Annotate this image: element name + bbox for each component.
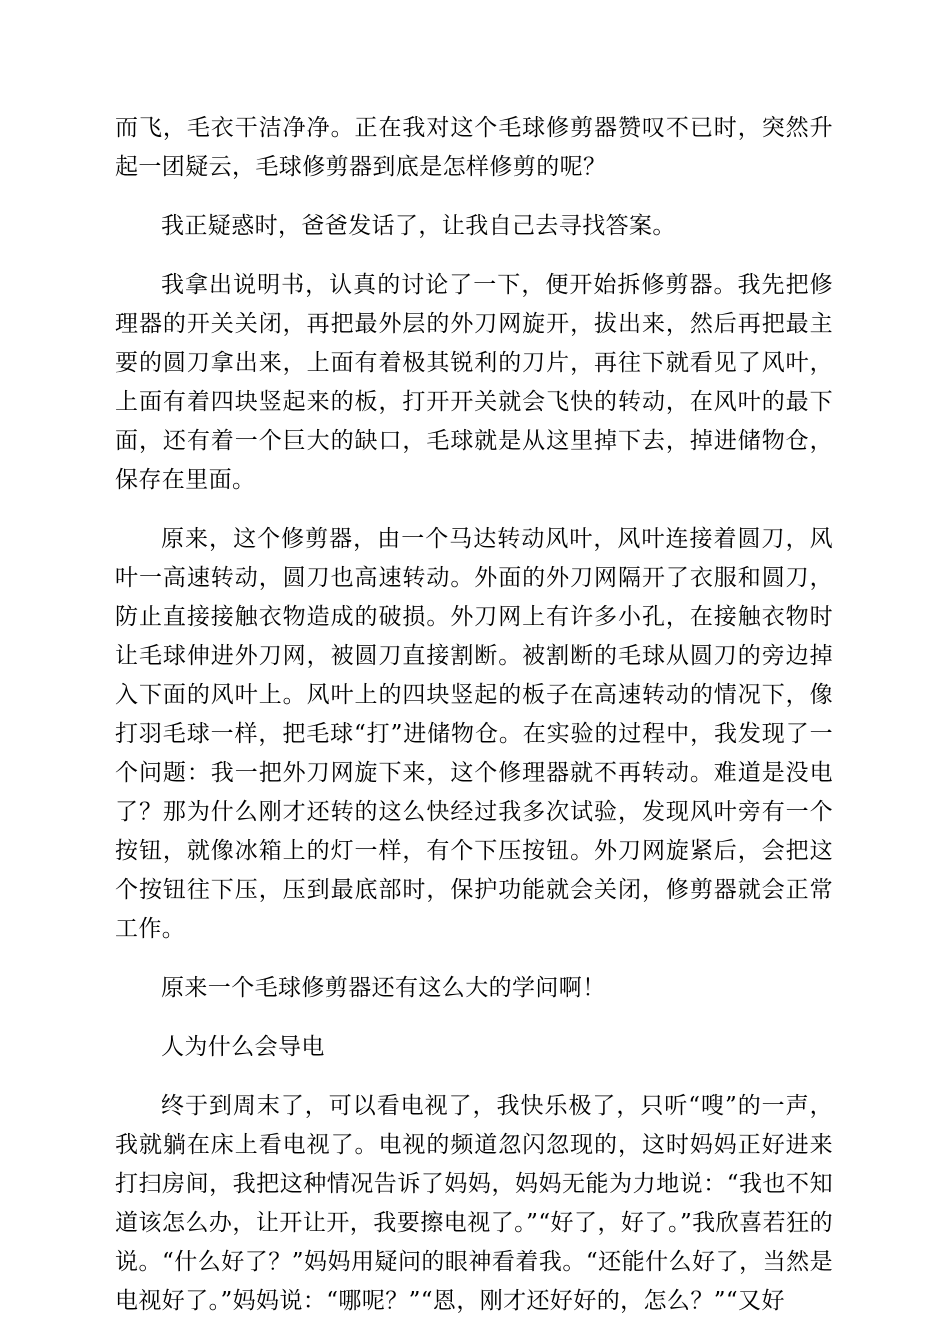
- paragraph-continuation: 而飞，毛衣干洁净净。正在我对这个毛球修剪器赞叹不已时，突然升起一团疑云，毛球修剪器到底是怎样修剪的呢？: [115, 115, 833, 180]
- section-heading: 人为什么会导电: [161, 1034, 325, 1060]
- paragraph: 原来，这个修剪器，由一个马达转动风叶，风叶连接着圆刀，风叶一高速转动，圆刀也高速转动。外面的外刀网隔开了衣服和圆刀，防止直接接触衣物造成的破损。外刀网上有许多小孔，在接触衣物时让毛球伸进外刀网，被圆刀直接割断。被割断的毛球从圆刀的旁边掉入下面的风叶上。风叶上的四块竖起的板子在高速转动的情况下，像打羽毛球一样，把毛球“打”进储物仓。在实验的过程中，我发现了一个问题：我一把外刀网旋下来，这个修理器就不再转动。难道是没电了？那为什么刚才还转的这么快经过我多次试验，发现风叶旁有一个按钮，就像冰箱上的灯一样，有个下压按钮。外刀网旋紧后，会把这个按钮往下压，压到最底部时，保护功能就会关闭，修剪器就会正常工作。: [115, 526, 833, 942]
- paragraph: 我拿出说明书，认真的讨论了一下，便开始拆修剪器。我先把修理器的开关关闭，再把最外层的外刀网旋开，拔出来，然后再把最主要的圆刀拿出来，上面有着极其锐利的刀片，再往下就看见了风叶，上面有着四块竖起来的板，打开开关就会飞快的转动，在风叶的最下面，还有着一个巨大的缺口，毛球就是从这里掉下去，掉进储物仓，保存在里面。: [115, 272, 833, 493]
- paragraph: 我正疑惑时，爸爸发话了，让我自己去寻找答案。: [161, 213, 676, 239]
- paragraph: 原来一个毛球修剪器还有这么大的学问啊！: [161, 975, 606, 1001]
- paragraph: 终于到周末了，可以看电视了，我快乐极了，只听“嗖”的一声，我就躺在床上看电视了。电视的频道忽闪忽现的，这时妈妈正好进来打扫房间，我把这种情况告诉了妈妈，妈妈无能为力地说：“我也不知道该怎么办，让开让开，我要擦电视了。”“好了，好了。”我欣喜若狂的说。“什么好了？”妈妈用疑问的眼神看着我。“还能什么好了，当然是电视好了。”妈妈说：“哪呢？”“恩，刚才还好好的，怎么？”“又好: [115, 1093, 833, 1314]
- document-body: [115, 109, 833, 1341]
